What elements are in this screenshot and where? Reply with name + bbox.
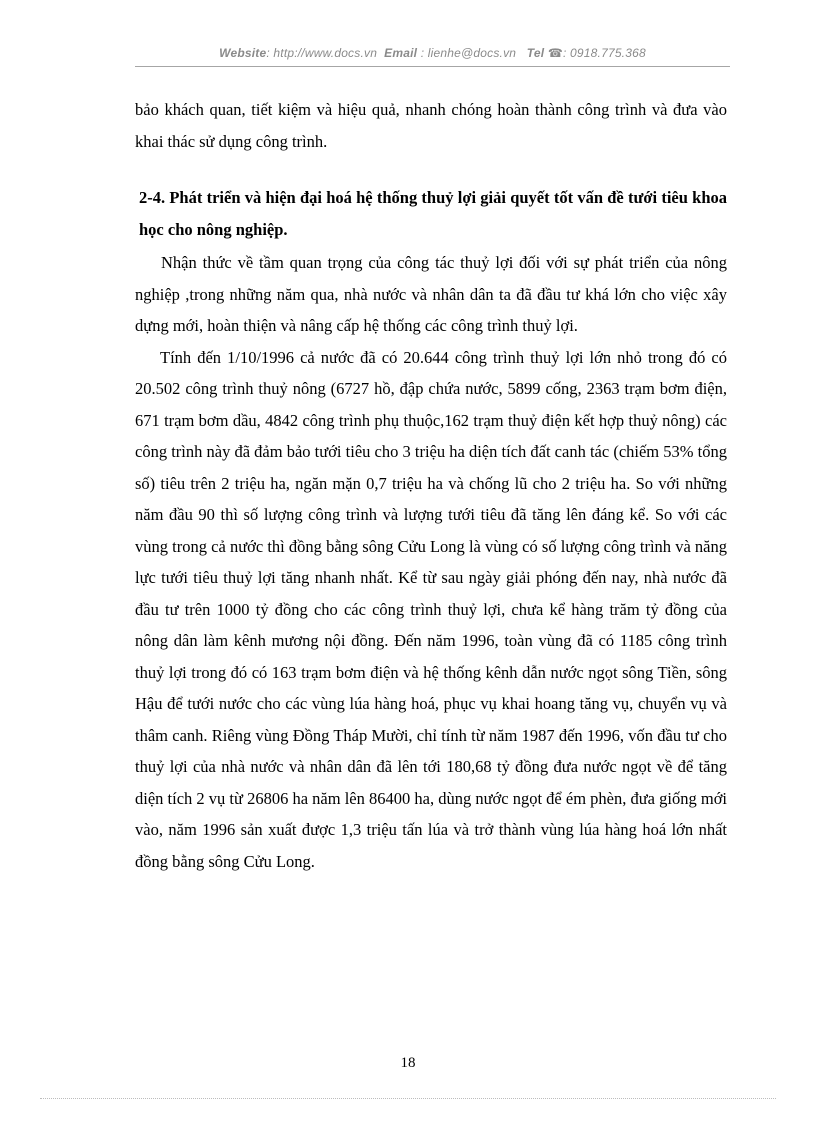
email-label: Email [384,46,418,60]
page-number: 18 [400,1055,416,1071]
phone-icon: ☎ [547,46,563,60]
document-body [135,94,727,877]
intro-paragraph: bảo khách quan, tiết kiệm và hiệu quả, nhanh chóng hoàn thành công trình và đưa vào khai thác sử dụng công trình. [135,100,727,151]
footer-divider [40,1098,776,1099]
website-label: Website [219,46,267,60]
email-value: : lienhe@docs.vn [420,46,517,60]
header-divider [135,66,730,67]
website-value: : http://www.docs.vn [266,46,378,60]
tel-value: : 0918.775.368 [562,46,646,60]
tel-label: Tel [526,46,545,60]
section-heading: 2-4. Phát triển và hiện đại hoá hệ thống thuỷ lợi giải quyết tốt vấn đề tưới tiêu khoa học cho nông nghiệp. [139,188,727,239]
page-header [135,46,730,60]
paragraph-1: Nhận thức về tầm quan trọng của công tác thuỷ lợi đối với sự phát triển của nông nghiệp ,trong những năm qua, nhà nước và nhân dân ta đã đầu tư khá lớn cho việc xây dựng mới, hoàn thiện và nâng cấp hệ thống các công trình thuỷ lợi. [135,253,727,335]
paragraph-2: Tính đến 1/10/1996 cả nước đã có 20.644 công trình thuỷ lợi lớn nhỏ trong đó có 20.502 công trình thuỷ nông (6727 hồ, đập chứa nước, 5899 cống, 2363 trạm bơm điện, 671 trạm bơm dầu, 4842 công trình phụ thuộc,162 trạm thuỷ điện kết hợp thuỷ nông) các công trình này đã đảm bảo tưới tiêu cho 3 triệu ha diện tích đất canh tác (chiếm 53% tổng số) tiêu trên 2 triệu ha, ngăn mặn 0,7 triệu ha và chống lũ cho 2 triệu ha. So với những năm đầu 90 thì số lượng công trình và lượng tưới tiêu đã tăng lên đáng kể. So với các vùng trong cả nước thì đồng bằng sông Cửu Long là vùng có số lượng công trình và năng lực tưới tiêu thuỷ lợi tăng nhanh nhất. Kể từ sau ngày giải phóng đến nay, nhà nước đã đầu tư trên 1000 tỷ đồng cho các công trình thuỷ lợi, chưa kể hàng trăm tỷ đồng của nông dân làm kênh mương nội đồng. Đến năm 1996, toàn vùng đã có 1185 công trình thuỷ lợi trong đó có 163 trạm bơm điện và hệ thống kênh dẫn nước ngọt sông Tiền, sông Hậu để tưới nước cho các vùng lúa hàng hoá, phục vụ khai hoang tăng vụ, chuyển vụ và thâm canh. Riêng vùng Đồng Tháp Mười, chỉ tính từ năm 1987 đến 1996, vốn đầu tư cho thuỷ lợi của nhà nước và nhân dân đã lên tới 180,68 tỷ đồng đưa nước ngọt về để tăng diện tích 2 vụ từ 26806 ha năm lên 86400 ha, dùng nước ngọt để ém phèn, đưa giống mới vào, năm 1996 sản xuất được 1,3 triệu tấn lúa và trở thành vùng lúa hàng hoá lớn nhất đồng bằng sông Cửu Long. [135,347,727,871]
